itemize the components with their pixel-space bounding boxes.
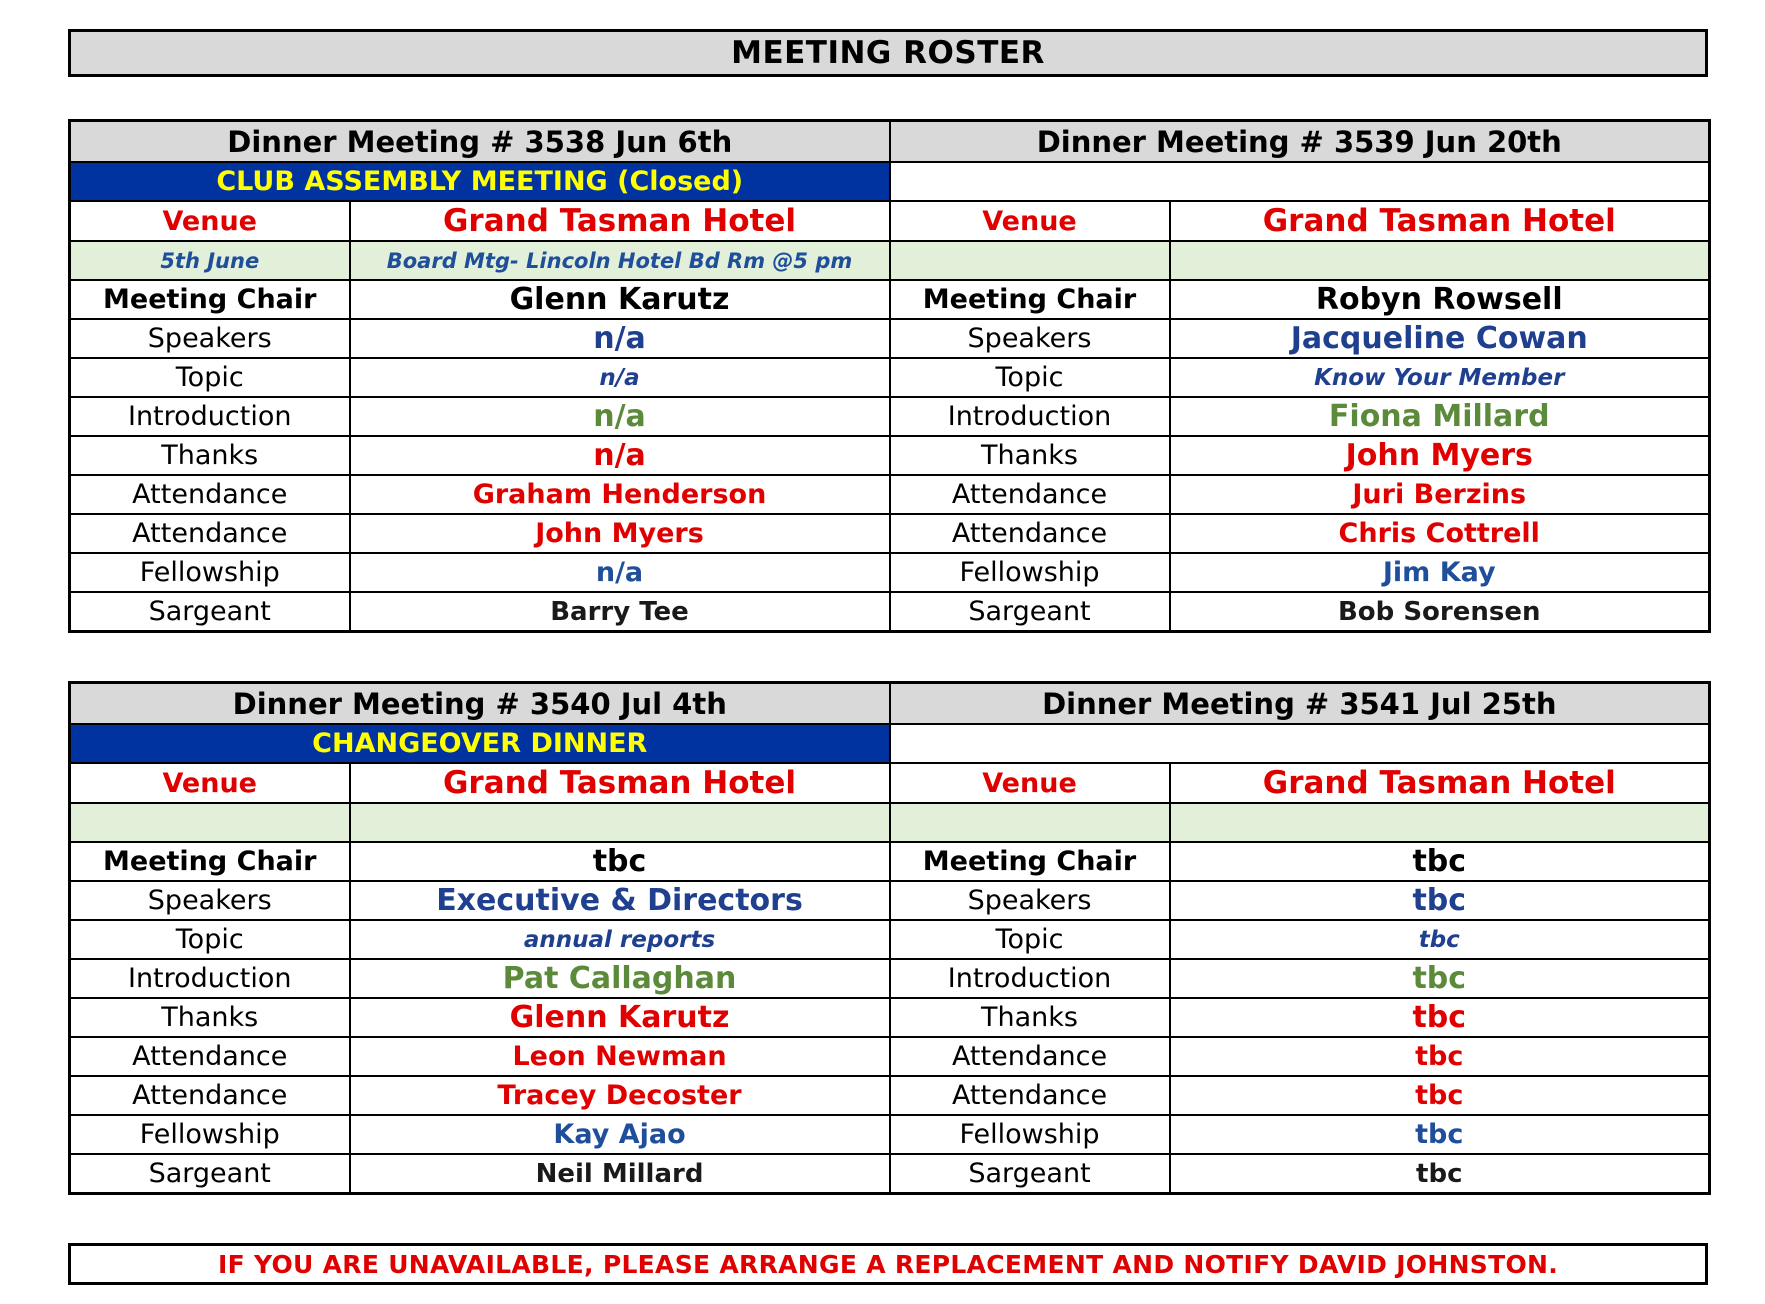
thanks-value: Glenn Karutz	[350, 998, 890, 1037]
topic-value: tbc	[1170, 920, 1710, 959]
meeting-banner-3541	[890, 724, 1710, 763]
fellowship-label: Fellowship	[890, 553, 1170, 592]
meeting-chair-value: tbc	[1170, 842, 1710, 881]
note-value	[1170, 241, 1710, 280]
roster-table-bottom	[68, 681, 1711, 1195]
introduction-label: Introduction	[70, 959, 350, 998]
attendance-label: Attendance	[70, 475, 350, 514]
venue-value: Grand Tasman Hotel	[1170, 201, 1710, 241]
topic-label: Topic	[70, 358, 350, 397]
introduction-label: Introduction	[890, 959, 1170, 998]
fellowship-label: Fellowship	[70, 553, 350, 592]
meeting-heading-3538: Dinner Meeting # 3538 Jun 6th	[70, 121, 890, 163]
topic-label: Topic	[70, 920, 350, 959]
speakers-value: n/a	[350, 319, 890, 358]
speakers-label: Speakers	[890, 881, 1170, 920]
introduction-label: Introduction	[890, 397, 1170, 436]
fellowship-value: Jim Kay	[1170, 553, 1710, 592]
meeting-chair-label: Meeting Chair	[70, 842, 350, 881]
sargeant-label: Sargeant	[70, 1154, 350, 1194]
speakers-label: Speakers	[70, 319, 350, 358]
note-value	[1170, 803, 1710, 842]
topic-value: annual reports	[350, 920, 890, 959]
attendance-value: Juri Berzins	[1170, 475, 1710, 514]
meeting-banner-3539	[890, 162, 1710, 201]
introduction-value: Fiona Millard	[1170, 397, 1710, 436]
speakers-value: Jacqueline Cowan	[1170, 319, 1710, 358]
note-value	[350, 803, 890, 842]
introduction-value: tbc	[1170, 959, 1710, 998]
attendance-label: Attendance	[890, 475, 1170, 514]
sargeant-label: Sargeant	[890, 1154, 1170, 1194]
attendance-label: Attendance	[70, 1037, 350, 1076]
venue-label: Venue	[70, 763, 350, 803]
thanks-value: tbc	[1170, 998, 1710, 1037]
venue-value: Grand Tasman Hotel	[1170, 763, 1710, 803]
introduction-value: n/a	[350, 397, 890, 436]
venue-label: Venue	[70, 201, 350, 241]
note-label: 5th June	[70, 241, 350, 280]
sargeant-value: tbc	[1170, 1154, 1710, 1194]
topic-label: Topic	[890, 920, 1170, 959]
fellowship-value: n/a	[350, 553, 890, 592]
thanks-value: John Myers	[1170, 436, 1710, 475]
attendance-label: Attendance	[70, 514, 350, 553]
attendance-label: Attendance	[890, 514, 1170, 553]
sargeant-value: Barry Tee	[350, 592, 890, 632]
thanks-label: Thanks	[70, 998, 350, 1037]
meeting-chair-label: Meeting Chair	[890, 842, 1170, 881]
attendance-value: Graham Henderson	[350, 475, 890, 514]
meeting-chair-label: Meeting Chair	[70, 280, 350, 319]
introduction-value: Pat Callaghan	[350, 959, 890, 998]
fellowship-value: Kay Ajao	[350, 1115, 890, 1154]
thanks-label: Thanks	[70, 436, 350, 475]
page-title: MEETING ROSTER	[68, 29, 1708, 77]
speakers-value: Executive & Directors	[350, 881, 890, 920]
sargeant-label: Sargeant	[890, 592, 1170, 632]
fellowship-label: Fellowship	[70, 1115, 350, 1154]
venue-value: Grand Tasman Hotel	[350, 201, 890, 241]
meeting-heading-3539: Dinner Meeting # 3539 Jun 20th	[890, 121, 1710, 163]
sargeant-value: Neil Millard	[350, 1154, 890, 1194]
meeting-heading-3540: Dinner Meeting # 3540 Jul 4th	[70, 683, 890, 725]
meeting-banner-3538: CLUB ASSEMBLY MEETING (Closed)	[70, 162, 890, 201]
meeting-heading-3541: Dinner Meeting # 3541 Jul 25th	[890, 683, 1710, 725]
meeting-chair-value: Robyn Rowsell	[1170, 280, 1710, 319]
meeting-banner-3540: CHANGEOVER DINNER	[70, 724, 890, 763]
introduction-label: Introduction	[70, 397, 350, 436]
venue-label: Venue	[890, 763, 1170, 803]
thanks-value: n/a	[350, 436, 890, 475]
meeting-chair-value: tbc	[350, 842, 890, 881]
attendance-value: tbc	[1170, 1037, 1710, 1076]
venue-value: Grand Tasman Hotel	[350, 763, 890, 803]
venue-label: Venue	[890, 201, 1170, 241]
meeting-chair-label: Meeting Chair	[890, 280, 1170, 319]
sargeant-value: Bob Sorensen	[1170, 592, 1710, 632]
sargeant-label: Sargeant	[70, 592, 350, 632]
attendance-label: Attendance	[890, 1037, 1170, 1076]
speakers-label: Speakers	[70, 881, 350, 920]
meeting-chair-value: Glenn Karutz	[350, 280, 890, 319]
note-label	[70, 803, 350, 842]
fellowship-label: Fellowship	[890, 1115, 1170, 1154]
attendance-label: Attendance	[70, 1076, 350, 1115]
topic-value: Know Your Member	[1170, 358, 1710, 397]
thanks-label: Thanks	[890, 998, 1170, 1037]
attendance-value: John Myers	[350, 514, 890, 553]
topic-value: n/a	[350, 358, 890, 397]
note-label	[890, 241, 1170, 280]
roster-table-top	[68, 119, 1711, 633]
speakers-value: tbc	[1170, 881, 1710, 920]
topic-label: Topic	[890, 358, 1170, 397]
note-label	[890, 803, 1170, 842]
speakers-label: Speakers	[890, 319, 1170, 358]
attendance-value: Chris Cottrell	[1170, 514, 1710, 553]
thanks-label: Thanks	[890, 436, 1170, 475]
attendance-value: tbc	[1170, 1076, 1710, 1115]
attendance-value: Leon Newman	[350, 1037, 890, 1076]
replacement-notice: IF YOU ARE UNAVAILABLE, PLEASE ARRANGE A REPLACEMENT AND NOTIFY DAVID JOHNSTON.	[68, 1243, 1708, 1285]
attendance-value: Tracey Decoster	[350, 1076, 890, 1115]
note-value: Board Mtg- Lincoln Hotel Bd Rm @5 pm	[350, 241, 890, 280]
fellowship-value: tbc	[1170, 1115, 1710, 1154]
attendance-label: Attendance	[890, 1076, 1170, 1115]
